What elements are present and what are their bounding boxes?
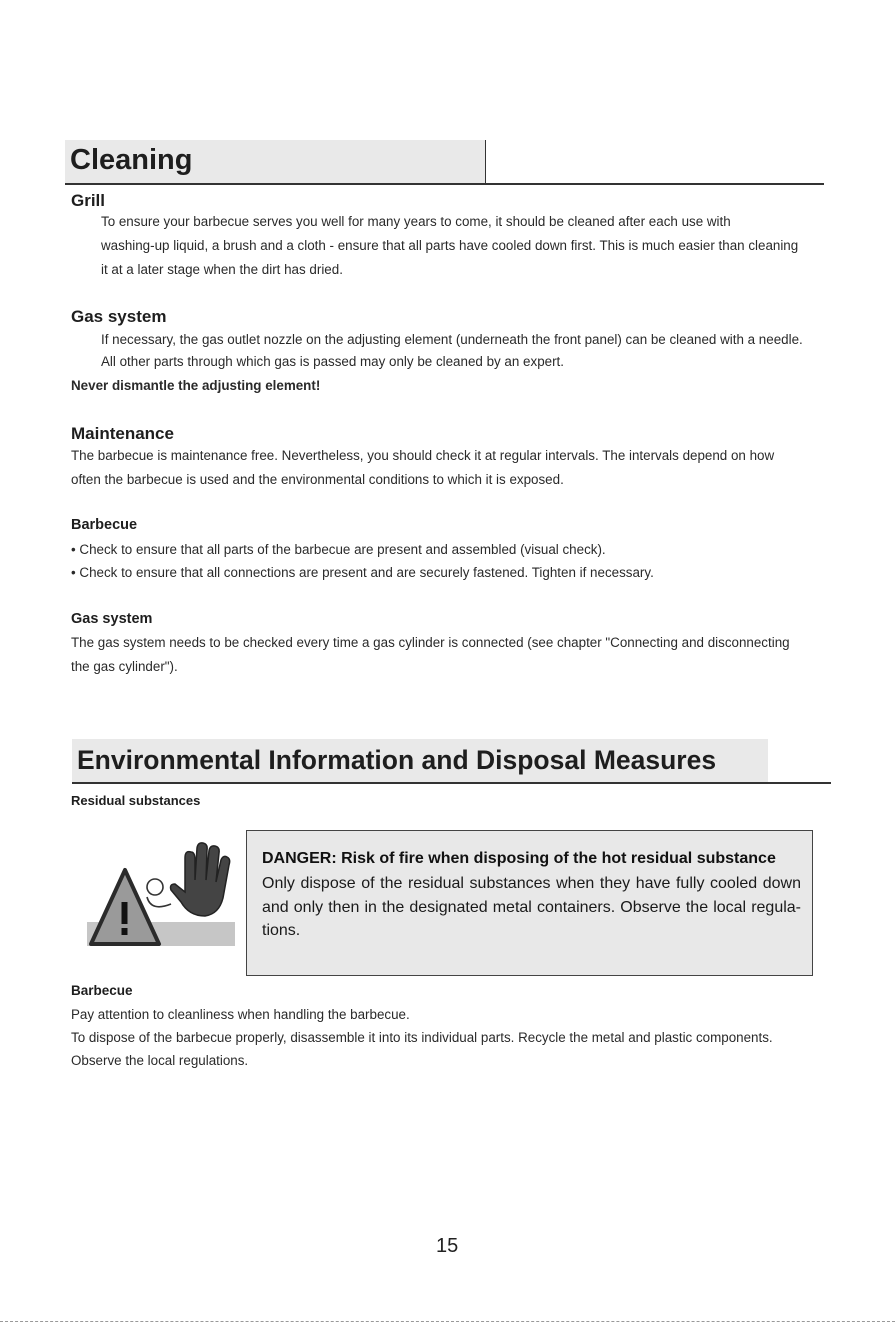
bottom-dashed-rule	[0, 1321, 895, 1322]
disposal-line-3: Observe the local regulations.	[71, 1053, 249, 1068]
cleaning-title: Cleaning	[70, 144, 193, 176]
residual-heading: Residual substances	[71, 793, 201, 808]
gas-system-check-line-1: The gas system needs to be checked every time a gas cylinder is connected (see chapter "Connecting and disconnecting	[71, 635, 790, 650]
page-number: 15	[436, 1235, 459, 1257]
barbecue-bullet-1: • Check to ensure that all parts of the barbecue are present and assembled (visual check).	[71, 542, 606, 557]
barbecue-bullet-2: • Check to ensure that all connections are present and are securely fastened. Tighten if necessary.	[71, 565, 654, 580]
disposal-barbecue-heading: Barbecue	[71, 983, 133, 998]
grill-heading: Grill	[71, 191, 106, 210]
environment-title-rule	[72, 782, 831, 784]
grill-line-1: To ensure your barbecue serves you well for many years to come, it should be cleaned after each use with	[101, 214, 731, 229]
disposal-line-2: To dispose of the barbecue properly, disassemble it into its individual parts. Recycle the metal and plastic components.	[71, 1030, 773, 1045]
cleaning-title-divider	[485, 140, 486, 184]
danger-title: DANGER: Risk of fire when disposing of the hot residual substance	[262, 850, 776, 867]
gas-system-line-2: All other parts through which gas is passed may only be cleaned by an expert.	[101, 354, 564, 369]
grill-line-3: it at a later stage when the dirt has dried.	[101, 262, 343, 277]
grill-line-2: washing-up liquid, a brush and a cloth - ensure that all parts have cooled down first. This is much easier than cleaning	[101, 238, 799, 253]
maintenance-heading: Maintenance	[71, 424, 174, 443]
stop-hand-icon	[171, 843, 230, 916]
disposal-line-1: Pay attention to cleanliness when handling the barbecue.	[71, 1007, 410, 1022]
gas-system-check-line-2: the gas cylinder").	[71, 659, 178, 674]
environment-title: Environmental Information and Disposal Measures	[77, 745, 717, 775]
maintenance-line-2: often the barbecue is used and the environmental conditions to which it is exposed.	[71, 472, 564, 487]
gas-system-warning: Never dismantle the adjusting element!	[71, 378, 321, 393]
fire-warning-pictogram	[85, 842, 237, 948]
gas-system-heading: Gas system	[71, 307, 167, 326]
barbecue-heading: Barbecue	[71, 517, 138, 533]
cleaning-title-rule	[65, 183, 824, 185]
danger-text: Only dispose of the residual substances when they have fully cooled down and only then in the designated metal containers. Observe the local regula-tions.	[262, 875, 801, 939]
maintenance-line-1: The barbecue is maintenance free. Nevertheless, you should check it at regular intervals. The intervals depend on how	[71, 448, 775, 463]
gas-system-line-1: If necessary, the gas outlet nozzle on the adjusting element (underneath the front panel) can be cleaned with a needle.	[101, 332, 803, 347]
person-head-icon	[147, 879, 163, 895]
gas-system-check-heading: Gas system	[71, 611, 153, 627]
